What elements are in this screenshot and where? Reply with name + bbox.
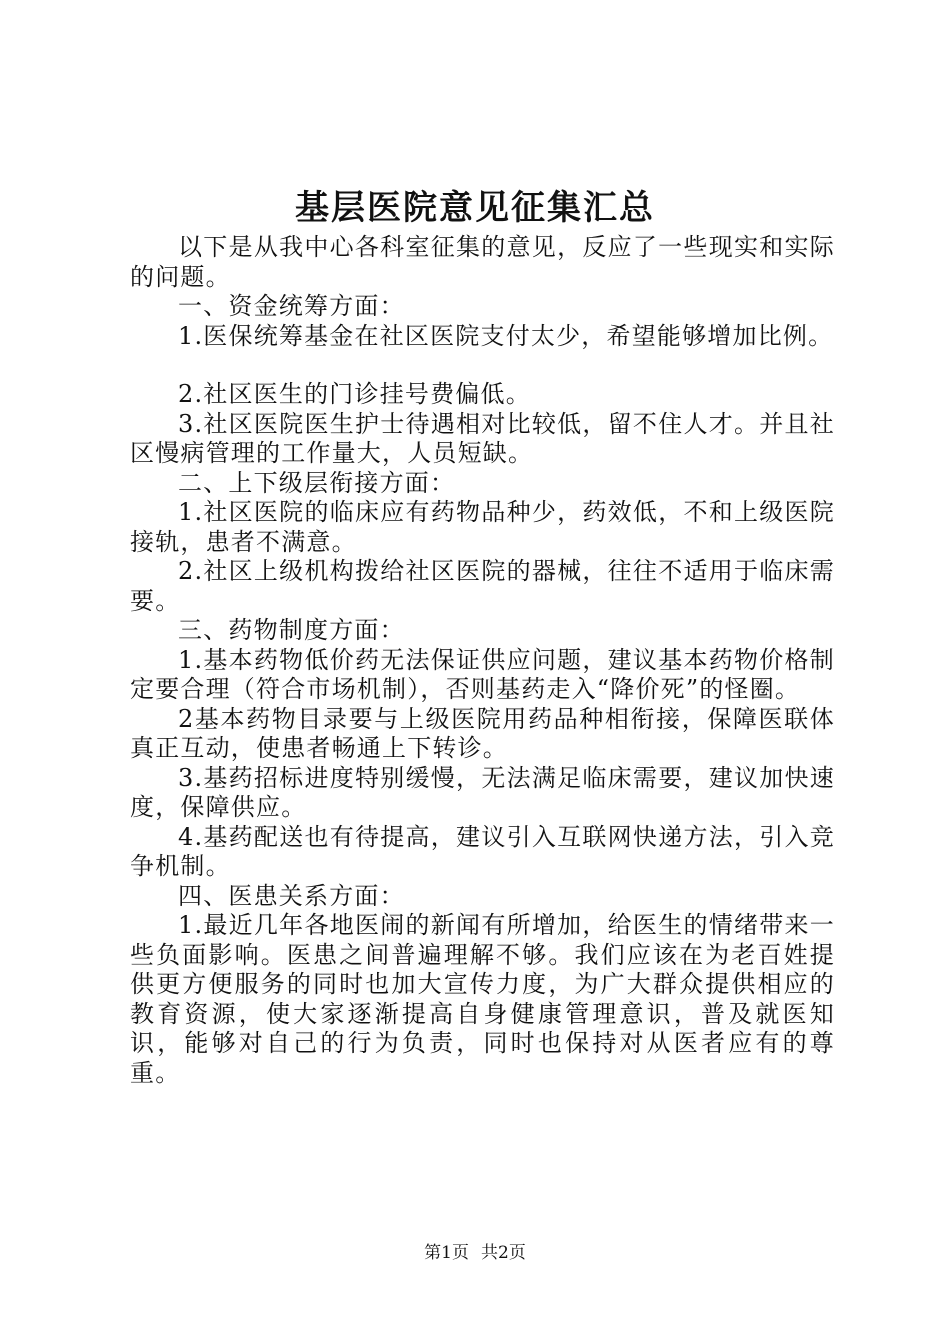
paragraph-item: 3.社区医院医生护士待遇相对比较低，留不住人才。并且社区慢病管理的工作量大，人员短缺。 bbox=[130, 409, 835, 467]
paragraph-item: 1.最近几年各地医闹的新闻有所增加，给医生的情绪带来一些负面影响。医患之间普遍理解不够。我们应该在为老百姓提供更方便服务的同时也加大宣传力度，为广大群众提供相应的教育资源，使大家逐渐提高自身健康管理意识，普及就医知识，能够对自己的行为负责，同时也保持对从医者应有的尊重。 bbox=[130, 911, 835, 1087]
section-heading-doctor-patient: 四、医患关系方面： bbox=[178, 881, 405, 910]
paragraph-intro: 以下是从我中心各科室征集的意见，反应了一些现实和实际的问题。 bbox=[130, 233, 835, 291]
page-total: 共2页 bbox=[481, 1243, 526, 1263]
paragraph-item: 3.基药招标进度特别缓慢，无法满足临床需要，建议加快速度，保障供应。 bbox=[130, 763, 835, 821]
document-title: 基层医院意见征集汇总 bbox=[295, 188, 655, 228]
paragraph-item: 4.基药配送也有待提高，建议引入互联网快递方法，引入竞争机制。 bbox=[130, 822, 835, 880]
paragraph-item: 2基本药物目录要与上级医院用药品种相衔接，保障医联体真正互动，使患者畅通上下转诊。 bbox=[130, 704, 835, 762]
document-body bbox=[130, 233, 835, 1088]
paragraph-item: 2.社区上级机构拨给社区医院的器械，往往不适用于临床需要。 bbox=[130, 557, 835, 615]
paragraph-item: 1.社区医院的临床应有药物品种少，药效低，不和上级医院接轨，患者不满意。 bbox=[130, 498, 835, 556]
paragraph-item: 1.基本药物低价药无法保证供应问题，建议基本药物价格制定要合理（符合市场机制），否则基药走入“降价死”的怪圈。 bbox=[130, 645, 835, 703]
section-heading-drug-policy: 三、药物制度方面： bbox=[178, 616, 405, 644]
section-heading-linkage: 二、上下级层衔接方面： bbox=[178, 468, 456, 497]
page-footer bbox=[0, 1241, 950, 1265]
paragraph-item: 2.社区医生的门诊挂号费偏低。 bbox=[178, 380, 531, 408]
paragraph-item: 1.医保统筹基金在社区医院支付太少，希望能够增加比例。 bbox=[178, 321, 834, 350]
page-number: 第1页 bbox=[424, 1243, 469, 1263]
section-heading-funding: 一、资金统筹方面： bbox=[178, 292, 405, 320]
